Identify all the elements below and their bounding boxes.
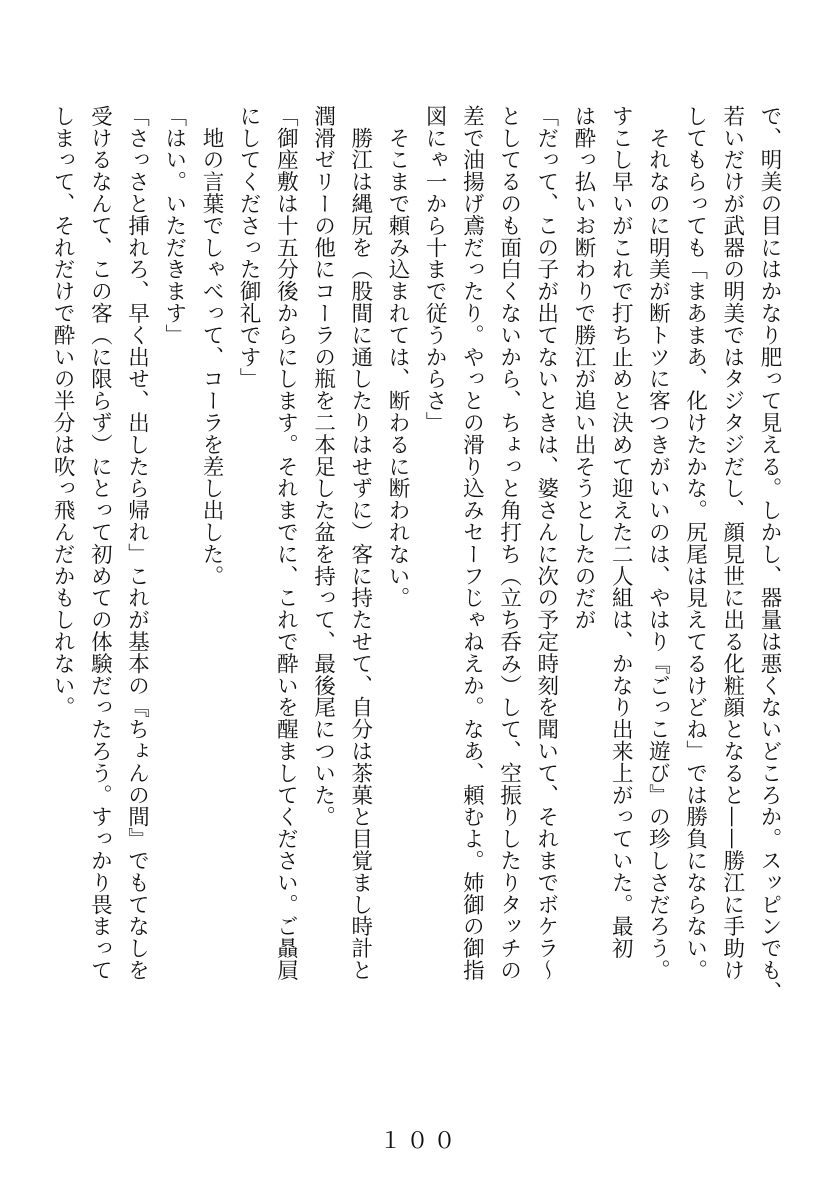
text-line: そこまで頼み込まれては、断わるに断われない。 [384,105,410,609]
text-line: 図にゃ一から十まで従うからさ」 [422,105,448,434]
text-line: 差で油揚げ鳶だったり。やっとの滑り込みセーフじゃねえか。なあ、頼むよ。姉御の御指 [459,105,485,981]
text-line: しまって、それだけで酔いの半分は吹っ飛んだかもしれない。 [50,105,76,719]
text-line: 若いだけが武器の明美ではタジタジだし、顔見世に出る化粧顔となると——勝江に手助け [719,105,745,981]
text-line: としてるのも面白くないから、ちょっと角打ち（立ち呑み）して、空振りしたりタッチの [496,105,522,981]
text-line: 「はい。いただきます」 [161,105,187,346]
text-line: で、明美の目にはかなり肥って見える。しかし、器量は悪くないどころか。スッピンでも、 [757,105,782,1003]
text-line: 潤滑ゼリーの他にコーラの瓶を二本足した盆を持って、最後尾についた。 [310,105,336,828]
text-line: 「さっさと挿れろ、早く出せ、出したら帰れ」これが基本の『ちょんの間』でもてなしを [124,105,150,981]
text-line: にしてくださった御礼です」 [236,105,262,390]
text-line: 「御座敷は十五分後からにします。それまでに、これで酔いを醒ましてください。ご贔屓 [273,105,299,981]
text-line: 受けるなんて、この客（に限らず）にとって初めての体験だったろう。すっかり畏まって [87,105,113,981]
text-line: してもらっても「まあまあ、化けたかな。尻尾は見えてるけどね」では勝負にならない。 [682,105,708,981]
text-line: すこし早いがこれで打ち止めと決めて迎えた二人組は、かなり出来上がっていた。最初 [608,105,634,960]
text-line: それなのに明美が断トツに客つきがいいのは、やはり『ごっこ遊び』の珍しさだろう。 [645,105,671,981]
text-line: 地の言葉でしゃべって、コーラを差し出した。 [198,105,224,587]
text-line: 「だって、この子が出てないときは、婆さんに次の予定時刻を聞いて、それまでボケラ～ [533,105,559,981]
vertical-text-body [48,105,788,1035]
page-number: １００ [379,1129,461,1154]
text-line: 勝江は縄尻を（股間に通したりはせずに）客に持たせて、自分は茶菓と目覚まし時計と [347,105,373,981]
text-line: は酔っ払いお断わりで勝江が追い出そうとしたのだが [570,105,596,631]
